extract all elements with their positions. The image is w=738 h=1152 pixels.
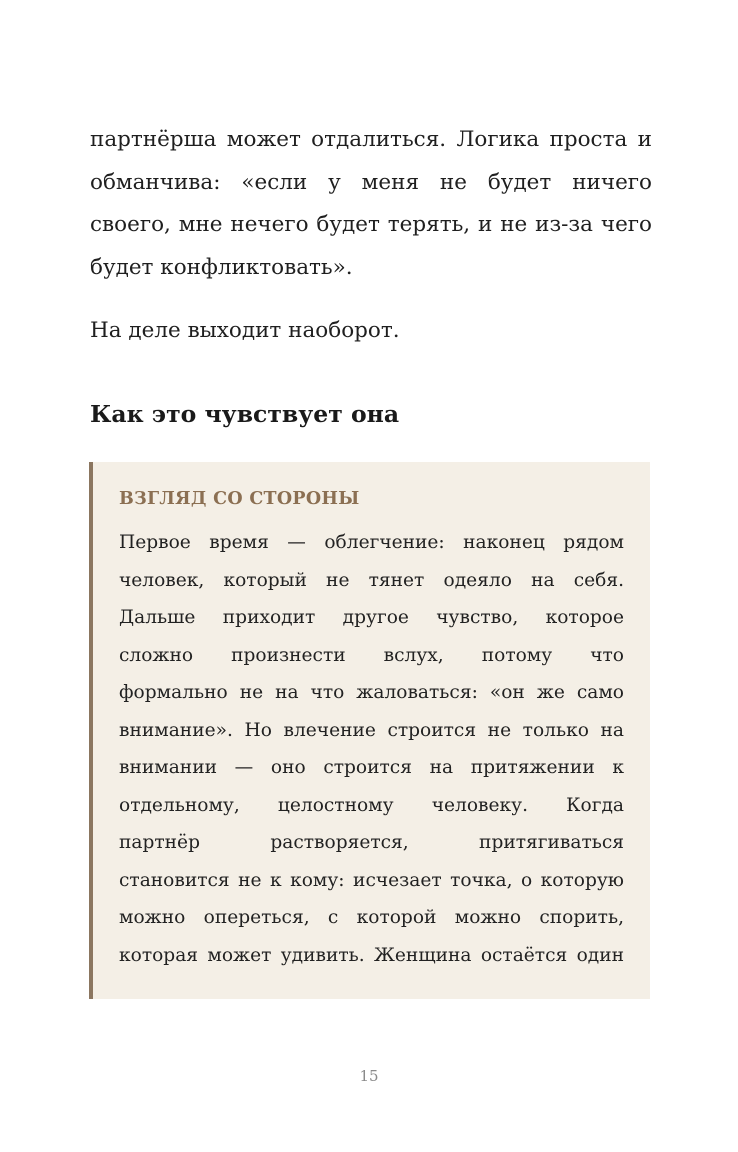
- paragraph-line: обманчива: «если у меня не будет ничего: [90, 170, 652, 195]
- callout-line: партнёр растворяется, притягиваться: [119, 832, 624, 853]
- callout-line: формально не на что жаловаться: «он же само: [119, 682, 624, 703]
- callout-line: которая может удивить. Женщина остаётся один: [119, 945, 624, 966]
- callout-line: сложно произнести вслух, потому что: [119, 645, 624, 666]
- page-number: 15: [359, 1067, 379, 1085]
- callout-line: внимание». Но влечение строится не только на: [119, 720, 624, 741]
- callout-line: внимании — оно строится на притяжении к: [119, 757, 624, 778]
- paragraph: На деле выходит наоборот.: [90, 318, 400, 343]
- section-heading: Как это чувствует она: [90, 400, 400, 428]
- paragraph-line: будет конфликтовать».: [90, 255, 353, 280]
- callout-line: Дальше приходит другое чувство, которое: [119, 607, 624, 628]
- callout-line: становится не к кому: исчезает точка, о которую: [119, 870, 624, 891]
- callout-line: отдельному, целостному человеку. Когда: [119, 795, 624, 816]
- sidebar-callout: [89, 462, 650, 999]
- callout-line: человек, который не тянет одеяло на себя.: [119, 570, 624, 591]
- paragraph-line: партнёрша может отдалиться. Логика проста и: [90, 127, 652, 152]
- callout-line: можно опереться, с которой можно спорить,: [119, 907, 624, 928]
- callout-line: Первое время — облегчение: наконец рядом: [119, 532, 624, 553]
- callout-title: ВЗГЛЯД СО СТОРОНЫ: [119, 489, 360, 509]
- paragraph-line: своего, мне нечего будет терять, и не из-за чего: [90, 212, 652, 237]
